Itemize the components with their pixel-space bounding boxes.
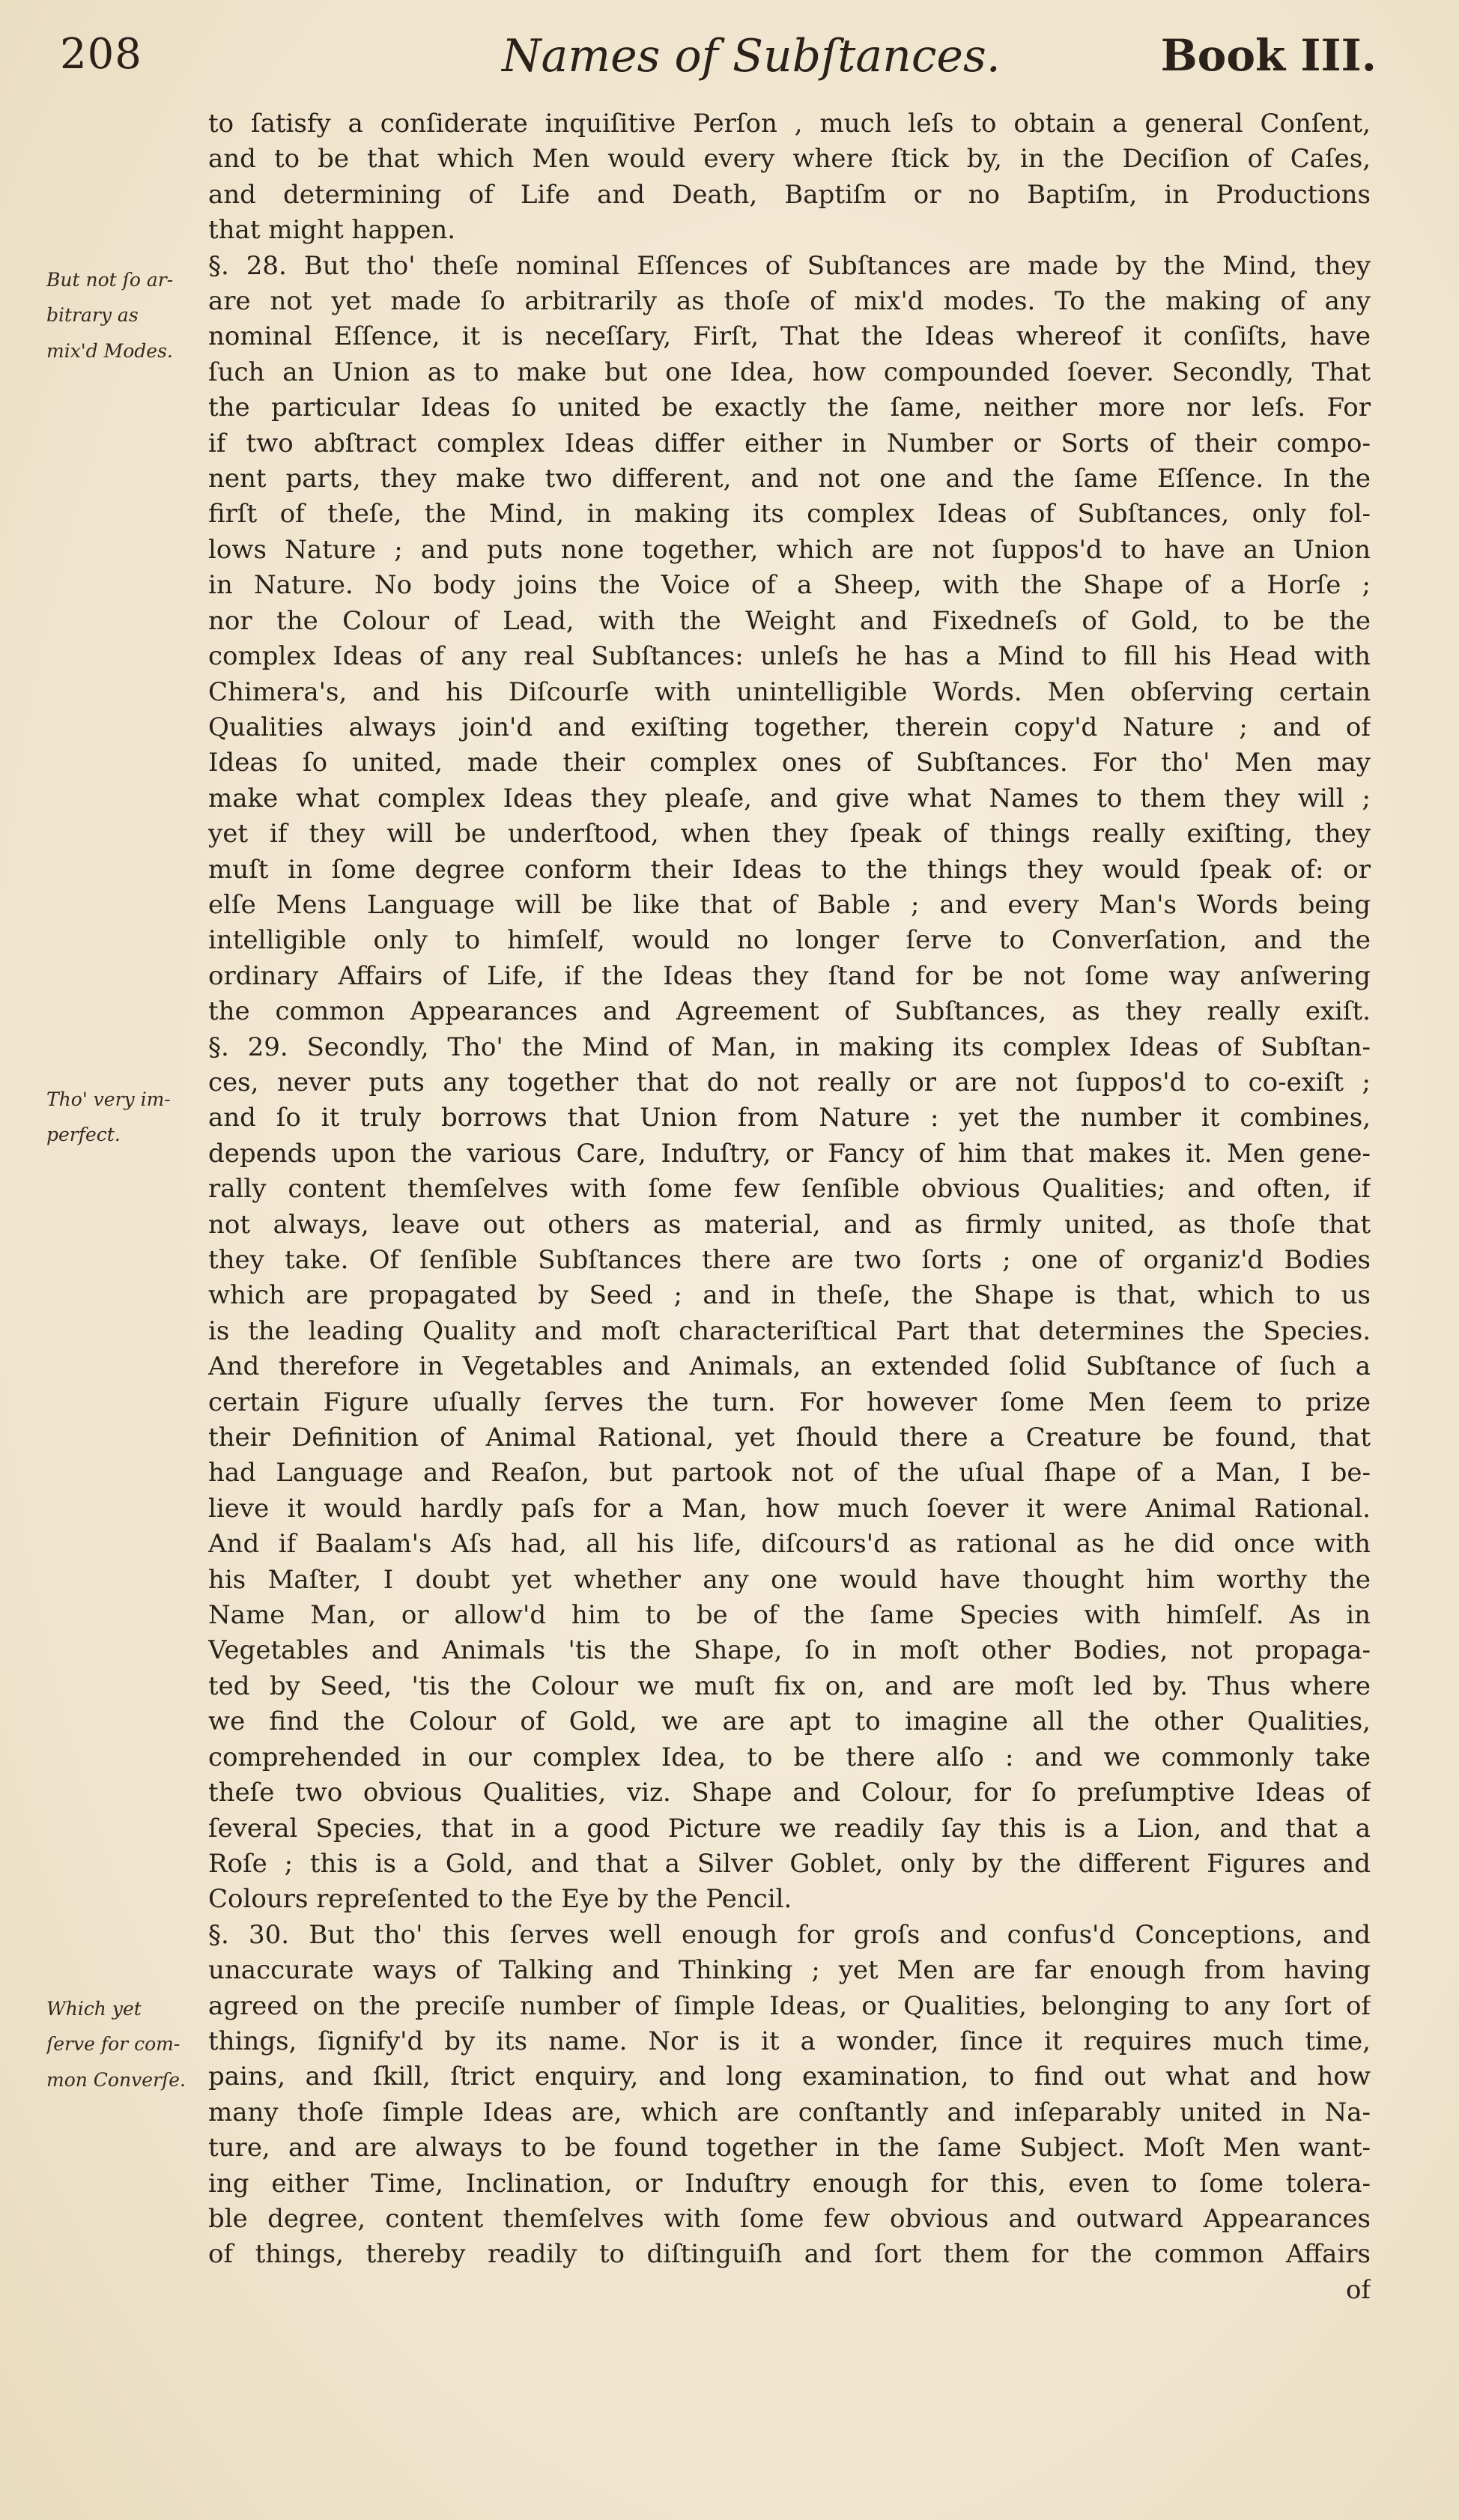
text-line: make what complex Ideas they pleaſe, and give what Names to them they will ; [208,783,1371,814]
text-line: theſe two obvious Qualities, viz. Shape and Colour, for ſo preſumptive Ideas of [208,1778,1371,1808]
text-line: ſeveral Species, that in a good Picture we readily ſay this is a Lion, and that a [208,1813,1371,1844]
text-line: we find the Colour of Gold, we are apt to imagine all the other Qualities, [208,1706,1371,1737]
text-line: ble degree, content themſelves with ſome few obvious and outward Appearances [208,2203,1371,2234]
text-line: is the leading Quality and moſt characteriſtical Part that determines the Species. [208,1315,1371,1346]
text-line: rally content themſelves with ſome few ſenſible obvious Qualities; and often, if [208,1174,1371,1205]
text-line: ing either Time, Inclination, or Induſtry enough for this, even to ſome tolera- [208,2168,1371,2199]
text-line: ordinary Affairs of Life, if the Ideas they ſtand for be not ſome way anſwering [208,960,1371,991]
text-line: firſt of theſe, the Mind, in making its complex Ideas of Subſtances, only fol- [208,499,1371,530]
text-line: that might happen. [208,215,456,246]
catchword: of [1345,2274,1371,2305]
text-line: Ideas ſo united, made their complex ones of Subſtances. For tho' Men may [208,748,1371,778]
text-line: elſe Mens Language will be like that of Bable ; and every Man's Words being [208,889,1371,920]
text-line: to ſatisfy a conſiderate inquiſitive Perſon , much leſs to obtain a general Conſent, [208,109,1371,139]
text-line: comprehended in our complex Idea, to be there alſo : and we commonly take [208,1742,1371,1772]
page-number: 208 [60,30,142,79]
text-line: intelligible only to himſelf, would no longer ſerve to Converſation, and the [208,925,1371,956]
text-line: ted by Seed, 'tis the Colour we muſt fix on, and are moſt led by. Thus where [208,1671,1371,1701]
text-line: his Maſter, I doubt yet whether any one would have thought him worthy the [208,1564,1371,1595]
margin-note-line: Tho' very im- [46,1088,171,1110]
text-line: nent parts, they make two different, and not one and the ſame Eſſence. In the [208,464,1371,494]
text-line: pains, and ſkill, ſtrict enquiry, and long examination, to find out what and how [208,2062,1371,2092]
margin-note-line: bitrary as [46,304,139,327]
text-line: Qualities always join'd and exiſting together, therein copy'd Nature ; and of [208,712,1371,742]
text-line: things, ſignify'd by its name. Nor is it a wonder, ſince it requires much time, [208,2026,1371,2056]
text-line: muſt in ſome degree conform their Ideas to the things they would ſpeak of: or [208,854,1371,885]
text-line: they take. Of ſenſible Subſtances there are two ſorts ; one of organiz'd Bodies [208,1245,1371,1275]
text-line: And if Baalam's Aſs had, all his life, diſcours'd as rational as he did once with [208,1529,1371,1560]
body-text [208,106,1371,2308]
margin-note-not-so-arbitrary [46,262,205,369]
text-line: had Language and Reaſon, but partook not of the uſual ſhape of a Man, I be- [208,1458,1371,1488]
text-line: yet if they will be underſtood, when they ſpeak of things really exiſting, they [208,819,1371,849]
text-line: not always, leave out others as material, and as firmly united, as thoſe that [208,1209,1371,1240]
text-line: if two abſtract complex Ideas differ either in Number or Sorts of their compo- [208,428,1371,458]
margin-note-line: Which yet [46,1998,142,2020]
text-line: are not yet made ſo arbitrarily as thoſe of mix'd modes. To the making of any [208,286,1371,317]
margin-note-line: perfect. [46,1124,121,1146]
text-line: in Nature. No body joins the Voice of a Sheep, with the Shape of a Horſe ; [208,570,1371,601]
text-line: many thoſe ſimple Ideas are, which are conſtantly and inſeparably united in Na- [208,2097,1371,2127]
text-line: nominal Eſſence, it is neceſſary, Firſt, That the Ideas whereof it conſiſts, have [208,321,1371,352]
text-line: lows Nature ; and puts none together, which are not ſuppos'd to have an Union [208,534,1371,565]
text-line: their Definition of Animal Rational, yet ſhould there a Creature be found, that [208,1423,1371,1453]
running-title: Names of Subſtances. [502,30,1001,82]
text-line: depends upon the various Care, Induſtry, or Fancy of him that makes it. Men gene- [208,1138,1371,1169]
text-line: unaccurate ways of Talking and Thinking ; yet Men are far enough from having [208,1955,1371,1986]
margin-note-common-converse [46,1991,205,2098]
text-line: which are propagated by Seed ; and in theſe, the Shape is that, which to us [208,1280,1371,1311]
text-line: §. 30. But tho' this ſerves well enough for groſs and confus'd Conceptions, and [208,1919,1371,1950]
text-line: and to be that which Men would every where ſtick by, in the Deciſion of Caſes, [208,144,1371,175]
text-line: and ſo it truly borrows that Union from Nature : yet the number it combines, [208,1103,1371,1133]
text-line: ſuch an Union as to make but one Idea, how compounded ſoever. Secondly, That [208,357,1371,387]
text-line: §. 28. But tho' theſe nominal Eſſences of Subſtances are made by the Mind, they [208,250,1371,281]
text-line: the common Appearances and Agreement of Subſtances, as they really exiſt. [208,996,1371,1027]
text-line: the particular Ideas ſo united be exactly the ſame, neither more nor leſs. For [208,393,1371,423]
text-line: complex Ideas of any real Subſtances: unleſs he has a Mind to fill his Head with [208,641,1371,672]
margin-note-line: mix'd Modes. [46,339,173,362]
text-line: agreed on the preciſe number of ſimple Ideas, or Qualities, belonging to any ſort of [208,1990,1371,2021]
book-label: Book III. [1160,30,1377,81]
text-line: ces, never puts any together that do not really or are not ſuppos'd to co-exiſt ; [208,1067,1371,1097]
text-line: and determining of Life and Death, Baptiſm or no Baptiſm, in Productions [208,179,1371,210]
text-line: Chimera's, and his Diſcourſe with unintelligible Words. Men obſerving certain [208,676,1371,707]
text-line: Vegetables and Animals 'tis the Shape, ſo in moſt other Bodies, not propaga- [208,1635,1371,1666]
page-header [60,30,1377,90]
text-line: of things, thereby readily to diſtinguiſh and ſort them for the common Affairs [208,2239,1371,2270]
text-line: Colours repreſented to the Eye by the Pencil. [208,1884,792,1915]
margin-note-very-imperfect [46,1082,205,1153]
text-line: Roſe ; this is a Gold, and that a Silver Goblet, only by the different Figures and [208,1848,1371,1879]
text-line: §. 29. Secondly, Tho' the Mind of Man, in making its complex Ideas of Subſtan- [208,1032,1371,1062]
text-line: certain Figure uſually ſerves the turn. For however ſome Men ſeem to prize [208,1387,1371,1417]
text-line: Name Man, or allow'd him to be of the ſame Species with himſelf. As in [208,1600,1371,1631]
margin-note-line: mon Converſe. [46,2068,186,2091]
text-line: lieve it would hardly paſs for a Man, how much ſoever it were Animal Rational. [208,1493,1371,1524]
text-line: And therefore in Vegetables and Animals, an extended ſolid Subſtance of ſuch a [208,1351,1371,1382]
text-line: ture, and are always to be found together in the ſame Subject. Moſt Men want- [208,2133,1371,2163]
margin-note-line: But not ſo ar- [46,269,174,291]
margin-note-line: ſerve for com- [46,2033,181,2056]
text-line: nor the Colour of Lead, with the Weight and Fixedneſs of Gold, to be the [208,605,1371,636]
